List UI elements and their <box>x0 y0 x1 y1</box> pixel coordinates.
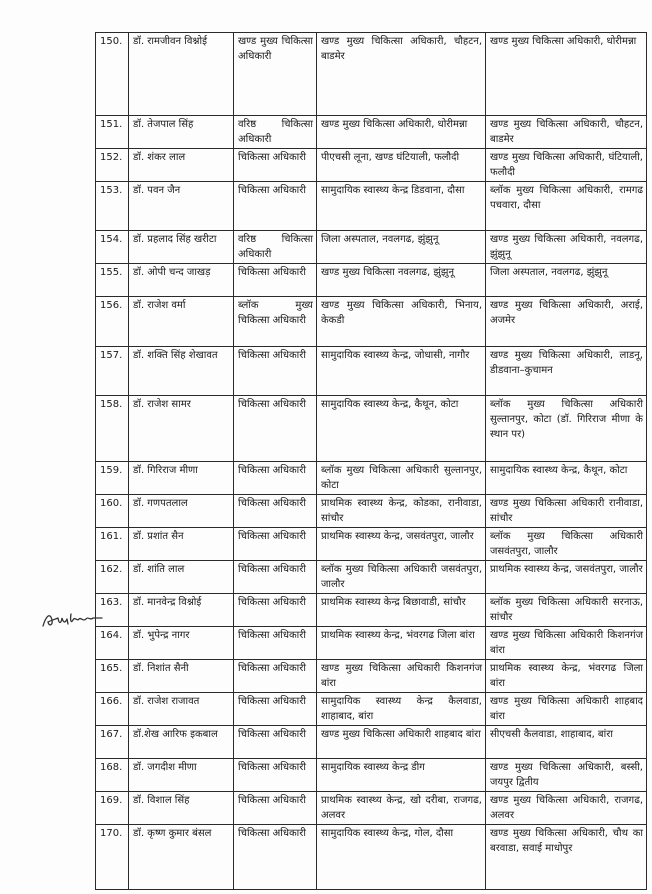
officer-post: खण्ड मुख्य चिकित्सा अधिकारी <box>234 33 317 116</box>
current-posting: प्राथमिक स्वास्थ्य केन्द्र, कोडका, रानीवाडा, सांचौर <box>317 495 486 528</box>
current-posting: खण्ड मुख्य चिकित्सा अधिकारी किशनगंज बांरा <box>317 660 486 693</box>
table-row <box>96 396 647 462</box>
table-row <box>96 528 647 561</box>
officer-post: चिकित्सा अधिकारी <box>234 627 317 660</box>
officer-post: चिकित्सा अधिकारी <box>234 660 317 693</box>
table-row <box>96 33 647 116</box>
new-posting: खण्ड मुख्य चिकित्सा अधिकारी, धोरीमन्ना <box>486 33 647 116</box>
officer-name: डॉ. राजेश राजावत <box>129 693 234 726</box>
table-row <box>96 231 647 264</box>
new-posting: खण्ड मुख्य चिकित्सा अधिकारी, चौहटन, बाडमेर <box>486 116 647 149</box>
row-number: 159. <box>96 462 129 495</box>
officer-name: डॉ. मानवेन्द्र विश्नोई <box>129 594 234 627</box>
current-posting: खण्ड मुख्य चिकित्सा अधिकारी, धोरीमन्ना <box>317 116 486 149</box>
officer-post: चिकित्सा अधिकारी <box>234 462 317 495</box>
table-row <box>96 347 647 396</box>
table-row <box>96 182 647 231</box>
officer-name: डॉ. राजेश सामर <box>129 396 234 462</box>
officer-name: डॉ. शांति लाल <box>129 561 234 594</box>
officer-name: डॉ. गिरिराज मीणा <box>129 462 234 495</box>
current-posting: पीएचसी लूना, खण्ड घंटियाली, फलौदी <box>317 149 486 182</box>
table-row <box>96 116 647 149</box>
officer-name: डॉ.शेख आरिफ इकबाल <box>129 726 234 759</box>
table-row <box>96 825 647 890</box>
table-row <box>96 792 647 825</box>
current-posting: ब्लॉक मुख्य चिकित्सा अधिकारी सुल्तानपुर, कोटा <box>317 462 486 495</box>
current-posting: सामुदायिक स्वास्थ्य केन्द्र डिडवाना, दौसा <box>317 182 486 231</box>
table-row <box>96 594 647 627</box>
table-row <box>96 495 647 528</box>
table-row <box>96 660 647 693</box>
officer-post: चिकित्सा अधिकारी <box>234 726 317 759</box>
current-posting: प्राथमिक स्वास्थ्य केन्द्र, खो दरीबा, राजगढ, अलवर <box>317 792 486 825</box>
table-row <box>96 297 647 347</box>
current-posting: सामुदायिक स्वास्थ्य केन्द्र डीग <box>317 759 486 792</box>
row-number: 156. <box>96 297 129 347</box>
current-posting: सामुदायिक स्वास्थ्य केन्द्र, गोल, दौसा <box>317 825 486 890</box>
new-posting: प्राथमिक स्वास्थ्य केन्द्र, जसवंतपुरा, जालौर <box>486 561 647 594</box>
new-posting: सामुदायिक स्वास्थ्य केन्द्र, कैथून, कोटा <box>486 462 647 495</box>
row-number: 163. <box>96 594 129 627</box>
officer-name: डॉ. तेजपाल सिंह <box>129 116 234 149</box>
officer-name: डॉ. प्रशांत सैन <box>129 528 234 561</box>
handwritten-signature <box>40 606 106 634</box>
new-posting: सीएचसी कैलवाडा, शाहाबाद, बांरा <box>486 726 647 759</box>
new-posting: खण्ड मुख्य चिकित्सा अधिकारी शाहबाद बांरा <box>486 693 647 726</box>
row-number: 170. <box>96 825 129 890</box>
new-posting: जिला अस्पताल, नवलगढ, झुंझुनू <box>486 264 647 297</box>
officer-post: चिकित्सा अधिकारी <box>234 561 317 594</box>
table-row <box>96 561 647 594</box>
new-posting: खण्ड मुख्य चिकित्सा अधिकारी, नवलगढ, झुंझुनू <box>486 231 647 264</box>
officer-post: चिकित्सा अधिकारी <box>234 495 317 528</box>
table-row <box>96 627 647 660</box>
row-number: 162. <box>96 561 129 594</box>
new-posting: खण्ड मुख्य चिकित्सा अधिकारी, लाडनू, डीडवाना–कुचामन <box>486 347 647 396</box>
new-posting: खण्ड मुख्य चिकित्सा अधिकारी रानीवाडा, सांचौर <box>486 495 647 528</box>
current-posting: प्राथमिक स्वास्थ्य केन्द्र, जसवंतपुरा, जालौर <box>317 528 486 561</box>
row-number: 154. <box>96 231 129 264</box>
officer-post: चिकित्सा अधिकारी <box>234 693 317 726</box>
new-posting: खण्ड मुख्य चिकित्सा अधिकारी, चौथ का बरवाडा, सवाई माधोपुर <box>486 825 647 890</box>
officer-name: डॉ. कृष्ण कुमार बंसल <box>129 825 234 890</box>
row-number: 158. <box>96 396 129 462</box>
current-posting: प्राथमिक स्वास्थ्य केन्द्र बिछावाडी, सांचौर <box>317 594 486 627</box>
new-posting: ब्लॉक मुख्य चिकित्सा अधिकारी जसवंतपुरा, जालौर <box>486 528 647 561</box>
table-row <box>96 149 647 182</box>
current-posting: सामुदायिक स्वास्थ्य केन्द्र, कैथून, कोटा <box>317 396 486 462</box>
new-posting: खण्ड मुख्य चिकित्सा अधिकारी, राजगढ, अलवर <box>486 792 647 825</box>
table-row <box>96 462 647 495</box>
table-body <box>96 33 647 890</box>
new-posting: ब्लॉक मुख्य चिकित्सा अधिकारी सुल्तानपुर, कोटा (डॉ. गिरिराज मीणा के स्थान पर) <box>486 396 647 462</box>
row-number: 151. <box>96 116 129 149</box>
table-row <box>96 693 647 726</box>
signature-icon <box>40 606 106 634</box>
officer-name: डॉ. गणपतलाल <box>129 495 234 528</box>
transfer-orders-table <box>95 32 647 890</box>
current-posting: प्राथमिक स्वास्थ्य केन्द्र, भंवरगढ जिला बांरा <box>317 627 486 660</box>
row-number: 165. <box>96 660 129 693</box>
row-number: 169. <box>96 792 129 825</box>
current-posting: ब्लॉक मुख्य चिकित्सा अधिकारी जसवंतपुरा, जालौर <box>317 561 486 594</box>
officer-name: डॉ. प्रहलाद सिंह खरीटा <box>129 231 234 264</box>
new-posting: खण्ड मुख्य चिकित्सा अधिकारी, अराई, अजमेर <box>486 297 647 347</box>
officer-post: चिकित्सा अधिकारी <box>234 792 317 825</box>
new-posting: ब्लॉक मुख्य चिकित्सा अधिकारी सरनाऊ, सांचौर <box>486 594 647 627</box>
officer-name: डॉ. निशांत सैनी <box>129 660 234 693</box>
officer-name: डॉ. राजेश वर्मा <box>129 297 234 347</box>
officer-post: ब्लॉक मुख्य चिकित्सा अधिकारी <box>234 297 317 347</box>
row-number: 167. <box>96 726 129 759</box>
row-number: 155. <box>96 264 129 297</box>
row-number: 153. <box>96 182 129 231</box>
officer-post: चिकित्सा अधिकारी <box>234 759 317 792</box>
current-posting: जिला अस्पताल, नवलगढ, झुंझुनू <box>317 231 486 264</box>
table-row <box>96 726 647 759</box>
officer-post: वरिष्ठ चिकित्सा अधिकारी <box>234 116 317 149</box>
new-posting: खण्ड मुख्य चिकित्सा अधिकारी किशनगंज बांरा <box>486 627 647 660</box>
officer-name: डॉ. भुपेन्द्र नागर <box>129 627 234 660</box>
officer-name: डॉ. रामजीवन विश्नोई <box>129 33 234 116</box>
officer-name: डॉ. विशाल सिंह <box>129 792 234 825</box>
row-number: 166. <box>96 693 129 726</box>
officer-post: वरिष्ठ चिकित्सा अधिकारी <box>234 231 317 264</box>
new-posting: ब्लॉक मुख्य चिकित्सा अधिकारी, रामगढ पचवारा, दौसा <box>486 182 647 231</box>
officer-post: चिकित्सा अधिकारी <box>234 528 317 561</box>
row-number: 161. <box>96 528 129 561</box>
officer-post: चिकित्सा अधिकारी <box>234 264 317 297</box>
officer-post: चिकित्सा अधिकारी <box>234 594 317 627</box>
officer-post: चिकित्सा अधिकारी <box>234 149 317 182</box>
officer-post: चिकित्सा अधिकारी <box>234 182 317 231</box>
officer-name: डॉ. पवन जैन <box>129 182 234 231</box>
new-posting: खण्ड मुख्य चिकित्सा अधिकारी, बस्सी, जयपुर द्वितीय <box>486 759 647 792</box>
row-number: 164. <box>96 627 129 660</box>
officer-post: चिकित्सा अधिकारी <box>234 825 317 890</box>
new-posting: खण्ड मुख्य चिकित्सा अधिकारी, घंटियाली, फलौदी <box>486 149 647 182</box>
table-row <box>96 264 647 297</box>
officer-name: डॉ. शक्ति सिंह शेखावत <box>129 347 234 396</box>
new-posting: प्राथमिक स्वास्थ्य केन्द्र, भंवरगढ जिला बांरा <box>486 660 647 693</box>
current-posting: खण्ड मुख्य चिकित्सा नवलगढ, झुंझुनू <box>317 264 486 297</box>
officer-post: चिकित्सा अधिकारी <box>234 396 317 462</box>
officer-name: डॉ. जगदीश मीणा <box>129 759 234 792</box>
row-number: 157. <box>96 347 129 396</box>
officer-post: चिकित्सा अधिकारी <box>234 347 317 396</box>
row-number: 160. <box>96 495 129 528</box>
current-posting: सामुदायिक स्वास्थ्य केन्द्र कैलवाडा, शाहाबाद, बांरा <box>317 693 486 726</box>
row-number: 150. <box>96 33 129 116</box>
table-row <box>96 759 647 792</box>
current-posting: खण्ड मुख्य चिकित्सा अधिकारी, भिनाय, केकडी <box>317 297 486 347</box>
officer-name: डॉ. शंकर लाल <box>129 149 234 182</box>
officer-name: डॉ. ओपी चन्द जाखड़ <box>129 264 234 297</box>
current-posting: खण्ड मुख्य चिकित्सा अधिकारी, चौहटन, बाडमेर <box>317 33 486 116</box>
row-number: 152. <box>96 149 129 182</box>
current-posting: खण्ड मुख्य चिकित्सा अधिकारी शाहबाद बांरा <box>317 726 486 759</box>
row-number: 168. <box>96 759 129 792</box>
current-posting: सामुदायिक स्वास्थ्य केन्द्र, जोधासी, नागौर <box>317 347 486 396</box>
